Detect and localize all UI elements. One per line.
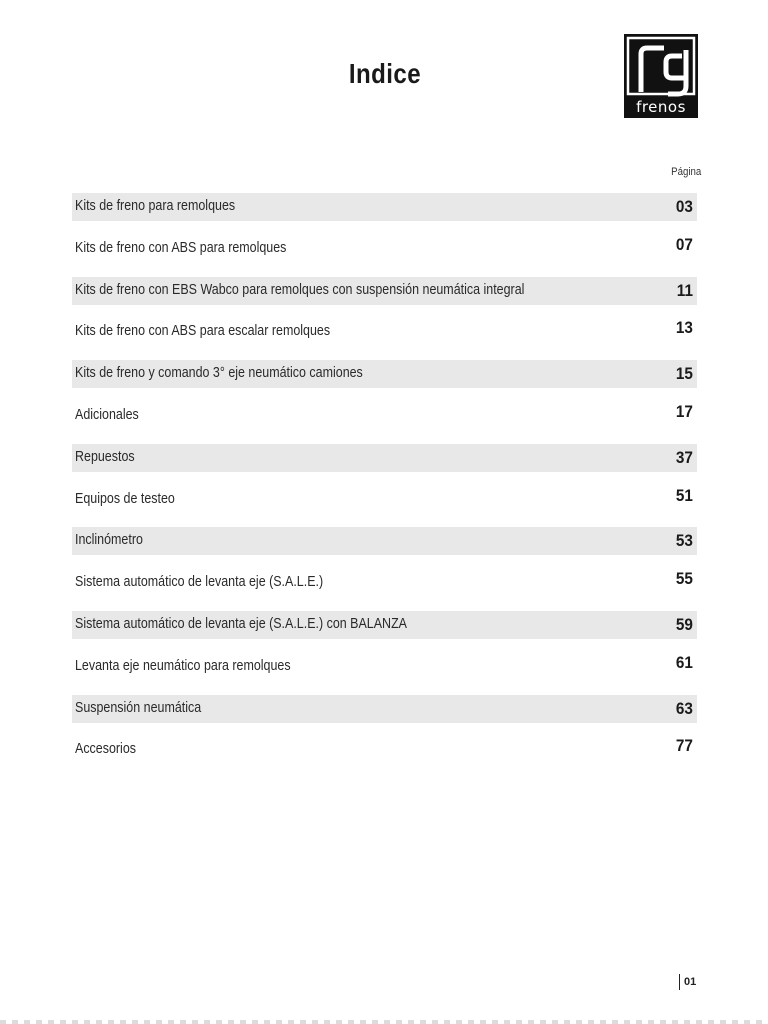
- toc-row[interactable]: [72, 611, 697, 653]
- rg-frenos-logo: [624, 34, 698, 118]
- toc-entry-label: Inclinómetro: [75, 532, 143, 549]
- toc-entry-label: Kits de freno con EBS Wabco para remolques con suspensión neumática integral: [75, 281, 525, 298]
- toc-entry-label: Kits de freno con ABS para remolques: [75, 239, 287, 256]
- toc-entry-label: Levanta eje neumático para remolques: [75, 657, 291, 674]
- toc-row[interactable]: [72, 486, 697, 528]
- toc-entry-label: Accesorios: [75, 741, 136, 758]
- toc-row[interactable]: [72, 653, 697, 695]
- toc-entry-label: Kits de freno y comando 3° eje neumático camiones: [75, 365, 363, 382]
- toc-row[interactable]: [72, 402, 697, 444]
- toc-entry-label: Sistema automático de levanta eje (S.A.L.E.) con BALANZA: [75, 615, 408, 632]
- toc-entry-page: 15: [675, 364, 693, 384]
- toc-entry-page: 53: [675, 531, 693, 551]
- row-band: [72, 402, 697, 430]
- row-band: [72, 736, 697, 764]
- toc-entry-label: Adicionales: [75, 406, 139, 423]
- toc-entry-label: Sistema automático de levanta eje (S.A.L.E.): [75, 574, 324, 591]
- toc-entry-page: 63: [675, 698, 693, 718]
- toc-entry-page: 55: [675, 569, 693, 589]
- toc-entry-page: 03: [675, 197, 693, 216]
- toc-row[interactable]: [72, 569, 697, 611]
- toc-entry-page: 11: [676, 280, 693, 300]
- toc-entry-page: 13: [675, 318, 693, 338]
- toc-entry-page: 61: [675, 652, 693, 672]
- toc-row[interactable]: [72, 736, 697, 778]
- toc-entry-label: Repuestos: [75, 448, 135, 465]
- toc-entry-page: 51: [675, 485, 693, 505]
- toc-row[interactable]: [72, 444, 697, 486]
- footer-page-number: 01: [679, 974, 696, 990]
- toc-entry-label: Suspensión neumática: [75, 699, 202, 716]
- toc-row[interactable]: [72, 360, 697, 402]
- toc-entry-label: Kits de freno para remolques: [75, 198, 236, 214]
- toc-row[interactable]: [72, 193, 697, 235]
- toc-row[interactable]: [72, 527, 697, 569]
- toc-row[interactable]: [72, 277, 697, 319]
- toc-entry-page: 59: [675, 614, 693, 634]
- toc-row[interactable]: [72, 235, 697, 277]
- page-column-header: Página: [670, 166, 701, 178]
- table-of-contents: [72, 193, 697, 778]
- toc-entry-page: 17: [675, 401, 693, 421]
- toc-row[interactable]: [72, 695, 697, 737]
- toc-row[interactable]: [72, 318, 697, 360]
- toc-entry-page: 37: [675, 447, 693, 467]
- toc-entry-page: 07: [675, 234, 693, 254]
- row-band: [72, 444, 697, 472]
- toc-entry-label: Kits de freno con ABS para escalar remolques: [75, 323, 331, 340]
- logo-wordmark: frenos: [636, 98, 686, 116]
- row-band: [72, 527, 697, 555]
- page-title: Indice: [348, 58, 422, 89]
- scan-edge-divider: [0, 1020, 768, 1024]
- toc-entry-page: 77: [675, 736, 693, 756]
- toc-entry-label: Equipos de testeo: [75, 490, 175, 507]
